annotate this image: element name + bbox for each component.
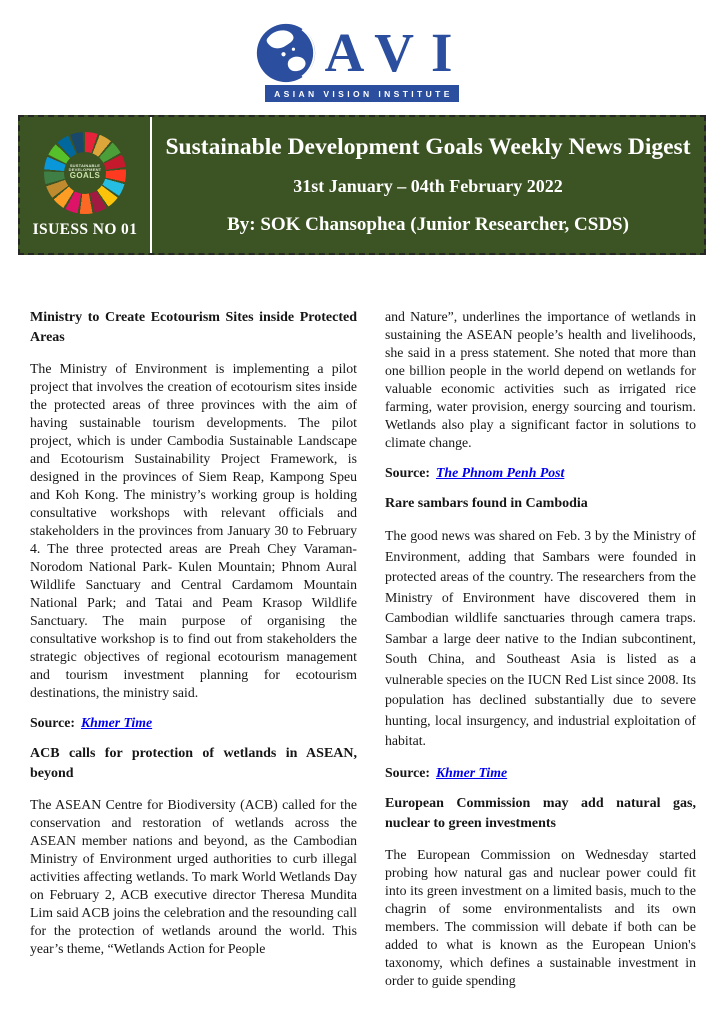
banner-issue-cell: [20, 117, 150, 253]
article-paragraph-acb-wetlands-continued: and Nature”, underlines the importance of wetlands in sustaining the ASEAN people’s health and livelihoods, she said in a press statement. She noted that more than one billion people in the world depend on wetlands for valuable economic activities such as irrigated rice farming, water provision, energy sourcing and tourism. Wetlands also play a significant factor in solutions to climate change.: [385, 309, 696, 450]
article-paragraph-acb-wetlands: The ASEAN Centre for Biodiversity (ACB) called for the conservation and restoration of wetlands across the ASEAN member nations and beyond, as the Cambodian Ministry of Environment urged authorities to curb illegal activities affecting wetlands. To mark World Wetlands Day on February 2, ACB executive director Theresa Mundita Lim said ACB joins the celebration and the resounding call for the protection of wetlands around the world. This year’s theme, “Wetlands Action for People: [30, 797, 357, 956]
article-heading-acb-wetlands: ACB calls for protection of wetlands in ASEAN, beyond: [30, 746, 357, 781]
article-heading-sambars: Rare sambars found in Cambodia: [385, 496, 588, 511]
article-paragraph-eu-commission: The European Commission on Wednesday started probing how natural gas and nuclear power could fit into its green investment on a limited basis, much to the chagrin of some environmentalists and its own members. The commission will debate if both can be added to what is known as the European Union's taxonomy, which defines a sustainable investment in order to guide spending: [385, 846, 696, 988]
source-line-phnom-penh-post: [385, 464, 696, 482]
sdg-wheel-center: [64, 152, 106, 194]
avi-logo-row: [255, 22, 470, 84]
source-label: Source:: [30, 715, 75, 730]
digest-byline: By: SOK Chansophea (Junior Researcher, CSDS): [227, 214, 629, 235]
article-paragraph-sambars: The good news was shared on Feb. 3 by the Ministry of Environment, adding that Sambars were founded in protected areas of the country. The researchers from the Ministry of Environment have discovered them in Cambodian wildlife sanctuaries through camera traps. Sambar a large deer native to the Indian subcontinent, South China, and Southeast Asia is listed as a vulnerable species on the IUCN Red List since 2008. Its population has declined substantially due to severe hunting, local insurgency, and industrial exploitation of habitat.: [385, 528, 696, 748]
source-line-khmer-time-1: [30, 714, 357, 732]
source-link-khmer-time-2[interactable]: Khmer Time: [435, 764, 508, 780]
source-label: Source:: [385, 764, 430, 780]
issue-number: ISUESS NO 01: [32, 220, 138, 238]
source-label: Source:: [385, 465, 430, 480]
sdg-center-line2: DEVELOPMENT: [68, 167, 102, 173]
digest-date-range: 31st January – 04th February 2022: [293, 176, 563, 196]
sdg-wheel-icon: [44, 132, 126, 214]
logo-subtitle-bar: [265, 85, 459, 102]
article-heading-ecotourism: Ministry to Create Ecotourism Sites inside Protected Areas: [30, 310, 357, 345]
sdg-center-line3: GOALS: [69, 171, 101, 181]
digest-title: Sustainable Development Goals Weekly News Digest: [165, 134, 691, 160]
banner-title-cell: [152, 117, 704, 253]
left-column: [30, 308, 357, 1002]
header-banner: [18, 115, 706, 255]
right-column: [385, 308, 696, 1002]
globe-icon: [255, 22, 317, 84]
article-body: [30, 308, 696, 1002]
sdg-center-line1: SUSTAINABLE: [69, 163, 101, 169]
source-link-phnom-penh-post[interactable]: The Phnom Penh Post: [435, 465, 565, 480]
article-paragraph-ecotourism: The Ministry of Environment is implementing a pilot project that involves the creation of ecotourism sites inside the protected areas of three provinces with the aim of having sustainable tourism developments. The pilot project, which is under Cambodia Sustainable Landscape and Ecotourism Sustainability Project Framework, is designed in the provinces of Siem Reap, Kampong Speu and Koh Kong. The ministry’s working group is holding consultative workshops with relevant officials and stakeholders in the provinces from January 30 to February 4. The three protected areas are Preah Chey Varaman-Norodom National Park- Kulen Mountain; Phnom Aural Wildlife Sanctuary and Central Cardamom Mountain National Park; and Tatai and Peam Krasop Wildlife Sanctuary. The main purpose of organising the consultative workshop is to find out from stakeholders the strategic objectives of regional ecotourism management and tourism investment planning for ecotourism destinations, the ministry said.: [30, 361, 357, 700]
logo-subtitle: ASIAN VISION INSTITUTE: [274, 89, 453, 99]
article-heading-eu-commission: European Commission may add natural gas, nuclear to green investments: [385, 795, 696, 831]
logo-acronym: AVI: [324, 21, 470, 83]
source-line-khmer-time-2: [385, 764, 696, 782]
avi-logo: [0, 22, 724, 102]
source-link-khmer-time-1[interactable]: Khmer Time: [80, 715, 153, 730]
